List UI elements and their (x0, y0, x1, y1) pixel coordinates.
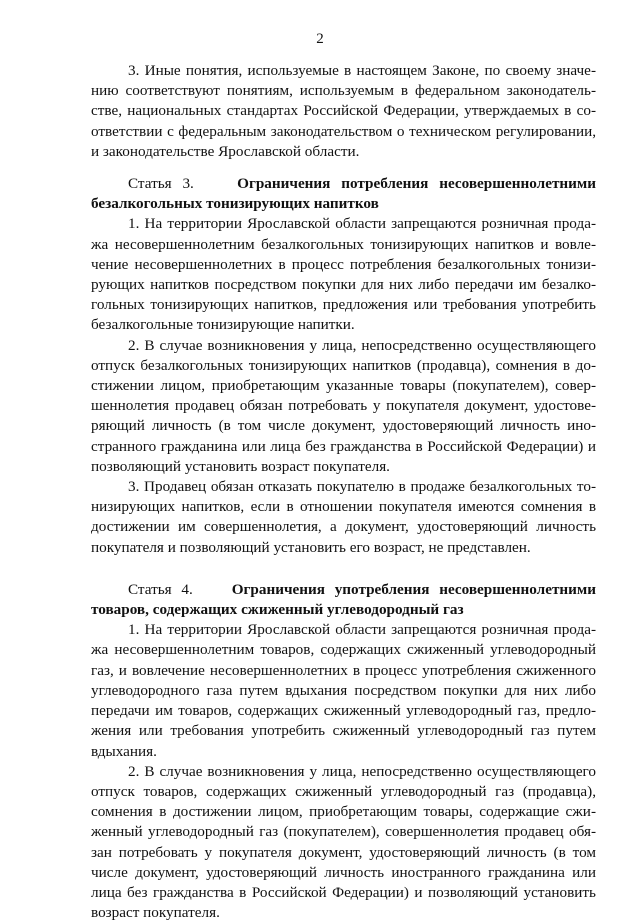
article-3-paragraph-1: 1. На территории Ярославской области запрещаются розничная продажа несовершеннолетним безалкогольных тонизирующих напитков и вовлечение несовершеннолетних в процесс потребления безалкогольных тонизирующих напитков посредством покупки для них либо передачи им безалкогольных тонизирующих напитков, предложения или требования употребить безалкогольные тонизирующие напитки. (91, 215, 596, 334)
page-number: 2 (316, 31, 324, 47)
paragraph-3-definitions: 3. Иные понятия, используемые в настоящем Законе, по своему значению соответствуют понятиям, используемым в федеральном законодательстве, национальных стандартах Российской Федерации, утверждаемых в соответствии с федеральным законодательством о техническом регулировании, и законодательстве Ярославской области. (91, 62, 596, 160)
article-3-number: Статья 3. (128, 175, 194, 193)
article-4-paragraph-1: 1. На территории Ярославской области запрещаются розничная продажа несовершеннолетним товаров, содержащих сжиженный углеводородный газ, и вовлечение несовершеннолетних в процесс употребления сжиженного углеводородного газа путем вдыхания посредством покупки для них либо передачи им товаров, содержащих сжиженный углеводородный газ, предложения или требования употребить сжиженный углеводородный газ путем вдыхания. (91, 621, 596, 760)
article-3-paragraph-2: 2. В случае возникновения у лица, непосредственно осуществляющего отпуск безалкогольных тонизирующих напитков (продавца), сомнения в достижении лицом, приобретающим указанные товары (покупателем), совершеннолетия продавец обязан потребовать у покупателя документ, удостоверяющий личность (в том числе документ, удостоверяющий личность иностранного гражданина или лица без гражданства в Российской Федерации) и позволяющий установить возраст покупателя. (91, 336, 596, 475)
article-3-title (91, 174, 596, 214)
article-4-heading: Ограничения употребления несовершеннолетними товаров, содержащих сжиженный углеводородный газ (91, 580, 597, 619)
article-4-title (91, 580, 596, 620)
article-3-paragraph-3: 3. Продавец обязан отказать покупателю в продаже безалкогольных тонизирующих напитков, если в отношении покупателя имеются сомнения в достижении им совершеннолетия, а документ, удостоверяющий личность покупателя и позволяющий установить его возраст, не представлен. (91, 478, 596, 556)
article-3-heading: Ограничения потребления несовершеннолетними безалкогольных тонизирующих напитков (91, 175, 597, 213)
article-4-paragraph-2: 2. В случае возникновения у лица, непосредственно осуществляющего отпуск товаров, содержащих сжиженный углеводородный газ (продавца), сомнения в достижении лицом, приобретающим товары, содержащие сжиженный углеводородный газ (покупателем), совершеннолетия продавец обязан потребовать у покупателя документ, удостоверяющий личность (в том числе документ, удостоверяющий личность иностранного гражданина или лица без гражданства в Российской Федерации) и позволяющий установить возраст покупателя. (91, 762, 596, 922)
article-4-number: Статья 4. (128, 580, 193, 598)
document-body (91, 61, 596, 923)
